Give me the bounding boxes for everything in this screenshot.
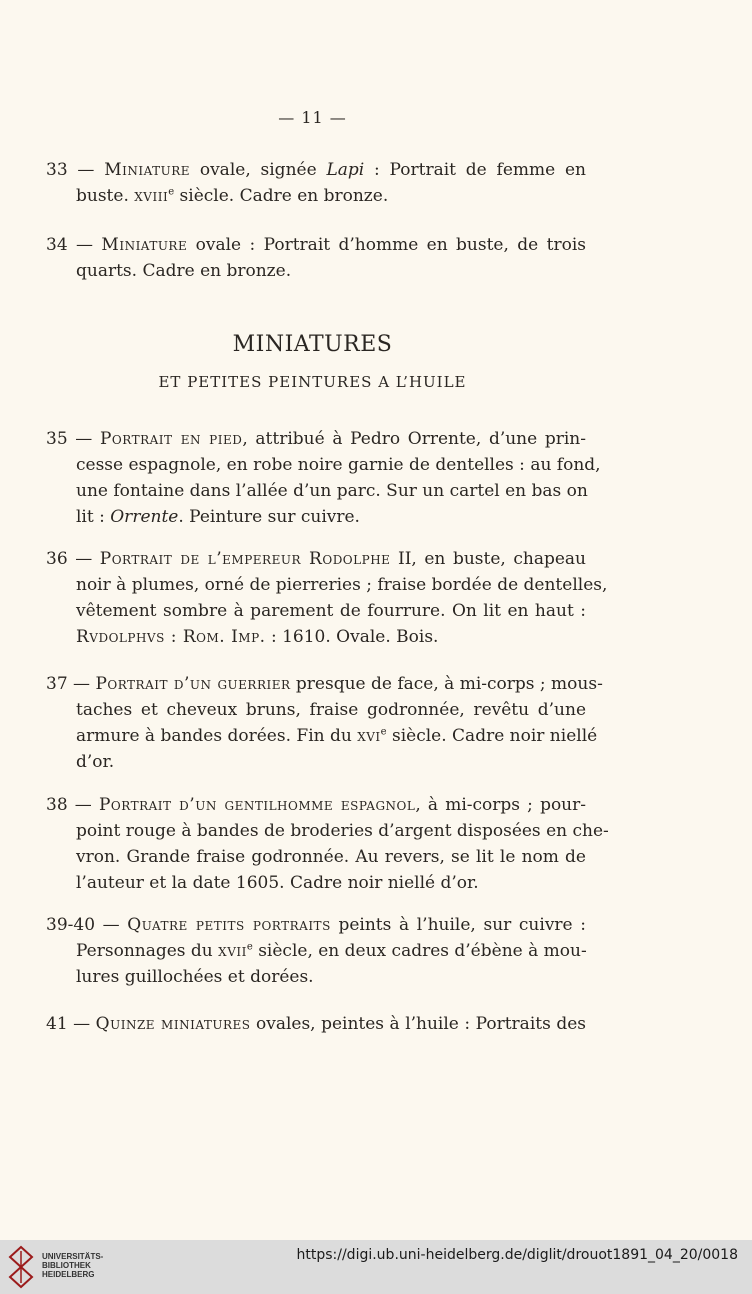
catalog-entry-33 [46, 157, 586, 209]
page-number: — 11 — [278, 108, 347, 127]
entry-line: Rvdolphvs : Rom. Imp. : 1610. Ovale. Bois. [76, 627, 439, 647]
entry-line: 36 — Portrait de l’empereur Rodolphe II, en buste, chapeau [46, 549, 586, 569]
entry-line: 41 — Quinze miniatures ovales, peintes à l’huile : Portraits des [46, 1014, 586, 1034]
entry-line: 34 — Miniature ovale : Portrait d’homme en buste, de trois [46, 235, 586, 255]
entry-line: armure à bandes dorées. Fin du xvi$^e$ siècle. Cadre noir niellé [76, 726, 598, 746]
entry-line: l’auteur et la date 1605. Cadre noir niellé d’or. [76, 873, 479, 893]
catalog-entry-36 [46, 546, 608, 650]
catalog-entry-34 [46, 232, 586, 284]
catalog-entry-35 [46, 426, 601, 530]
entry-line: 33 — Miniature ovale, signée Lapi : Portrait de femme en [46, 160, 586, 180]
entry-line: point rouge à bandes de broderies d’argent disposées en che- [76, 821, 609, 841]
section-subtitle: ET PETITES PEINTURES A L’HUILE [158, 373, 467, 391]
entry-line: une fontaine dans l’allée d’un parc. Sur un cartel en bas on [76, 481, 588, 501]
entry-line: noir à plumes, orné de pierreries ; fraise bordée de dentelles, [76, 575, 608, 595]
entry-line: lures guillochées et dorées. [76, 967, 314, 987]
catalog-entry-38 [46, 792, 609, 896]
library-logo-text: UNIVERSITÄTS- BIBLIOTHEK HEIDELBERG [42, 1252, 104, 1279]
entry-line: d’or. [76, 752, 115, 772]
catalog-entry-41 [46, 1011, 586, 1037]
entry-line: 38 — Portrait d’un gentilhomme espagnol, à mi-corps ; pour- [46, 795, 587, 815]
entry-line: vêtement sombre à parement de fourrure. On lit en haut : [76, 601, 586, 621]
entry-line: 37 — Portrait d’un guerrier presque de face, à mi-corps ; mous- [46, 674, 603, 694]
entry-line: vron. Grande fraise godronnée. Au revers, se lit le nom de [76, 847, 586, 867]
section-title: MINIATURES [232, 332, 393, 357]
entry-line: 35 — Portrait en pied, attribué à Pedro Orrente, d’une prin- [46, 429, 586, 449]
catalog-entry-37 [46, 671, 603, 775]
entry-line: lit : Orrente. Peinture sur cuivre. [76, 507, 360, 527]
entry-line: Personnages du xvii$^e$ siècle, en deux cadres d’ébène à mou- [76, 941, 587, 961]
entry-line: cesse espagnole, en robe noire garnie de dentelles : au fond, [76, 455, 601, 475]
entry-line: taches et cheveux bruns, fraise godronnée, revêtu d’une [76, 700, 586, 720]
entry-line: buste. xviii$^e$ siècle. Cadre en bronze. [76, 186, 389, 206]
entry-line: quarts. Cadre en bronze. [76, 261, 292, 281]
source-url-link[interactable]: https://digi.ub.uni-heidelberg.de/diglit/drouot1891_04_20/0018 [296, 1247, 738, 1263]
library-logo-icon [8, 1245, 34, 1289]
catalog-entry-39-40 [46, 912, 586, 990]
entry-line: 39-40 — Quatre petits portraits peints à l’huile, sur cuivre : [46, 915, 586, 935]
